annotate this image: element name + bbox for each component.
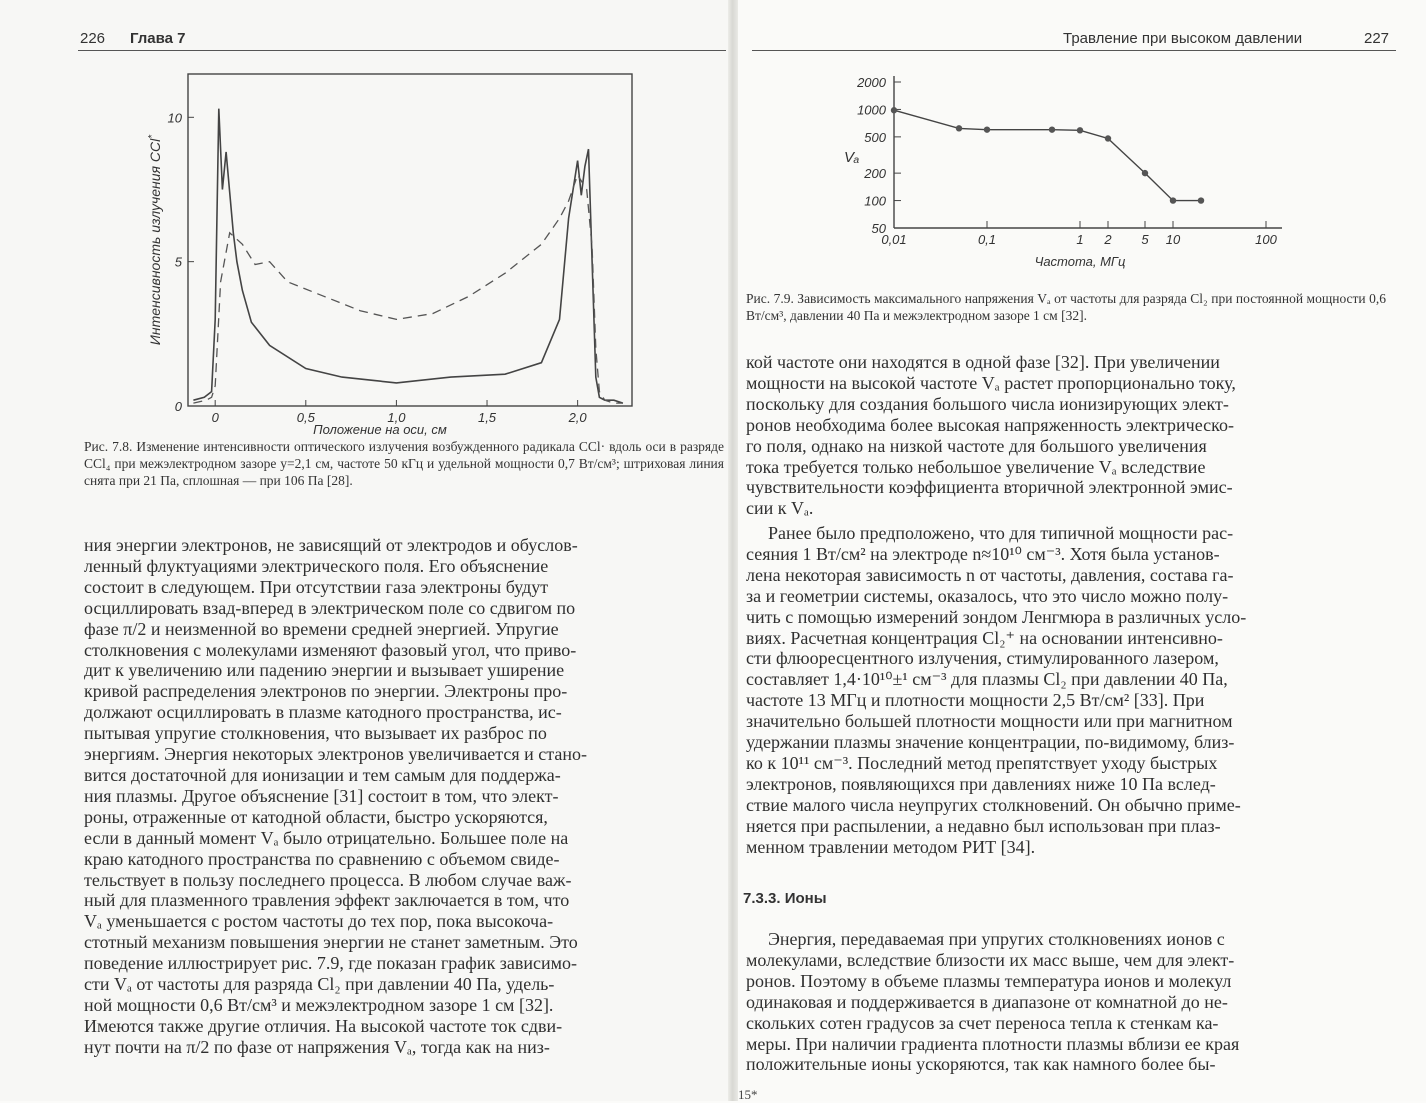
text-line: кой частоте они находятся в одной фазе [32]. При увеличении	[746, 352, 1220, 372]
text-line: нут почти на π/2 по фазе от напряжения Vₐ, тогда как на низ-	[84, 1036, 550, 1057]
x-axis-label: Частота, МГц	[1034, 254, 1126, 269]
text-line: стотный механизм повышения энергии не станет заметным. Это	[84, 932, 578, 953]
text-line: значительно большей плотности мощности или при магнитном	[746, 711, 1233, 732]
left-page-number: 226	[80, 30, 106, 47]
figure-7-8-caption: Рис. 7.8. Изменение интенсивности оптического излучения возбужденного радикала CCl· вдоль оси в разряде CCl₄ при межэлектродном зазоре y=2,1 см, частоте 50 кГц и удельной мощности 0,7 Вт/см³; штриховая линия снята при 21 Па, сплошная — при 106 Па [28].	[84, 439, 724, 488]
text-line: дит к увеличению или падению энергии и вызывает уширение	[84, 660, 565, 681]
book-gutter	[728, 0, 738, 1101]
text-line: одинаковая и поддерживается в диапазоне от комнатной до не-	[746, 991, 1228, 1012]
section-heading: 7.3.3. Ионы	[743, 890, 827, 907]
figure-7-8-plot	[140, 70, 680, 440]
text-line: молекулами, вследствие близости их масс выше, чем для элект-	[746, 949, 1235, 970]
dashed-curve-21pa	[193, 175, 623, 403]
text-line: краю катодного пространства по сравнению с объемом свиде-	[84, 848, 560, 869]
text-line: ной мощности 0,6 Вт/см³ и межэлектродном зазоре 1 см [32].	[84, 994, 554, 1015]
x-tick-label: 5	[1141, 232, 1149, 247]
text-line: должают осциллировать в плазме катодного пространства, ис-	[84, 702, 562, 723]
figure-7-9	[820, 70, 1290, 285]
text-line: лена некоторая зависимость n от частоты, давления, состава га-	[746, 564, 1234, 585]
figure-7-8	[140, 70, 680, 445]
text-line: сти флюоресцентного излучения, стимулированного лазером,	[746, 648, 1219, 669]
text-line: няется при распылении, а недавно был использован при плаз-	[746, 815, 1221, 836]
x-axis-label: Положение на оси, см	[313, 422, 447, 437]
plot-frame	[188, 74, 632, 406]
running-head: Травление при высоком давлении	[1063, 30, 1303, 47]
text-line: ко к 10¹¹ см⁻³. Последний метод препятствует уходу быстрых	[746, 752, 1218, 773]
x-tick-label: 10	[1165, 232, 1181, 247]
left-body-text	[84, 535, 726, 1058]
text-line: ленный флуктуациями электрического поля. Его объяснение	[84, 555, 549, 576]
right-page-number: 227	[1364, 30, 1390, 47]
text-line: состоит в следующем. При отсутствии газа электроны будут	[84, 576, 549, 597]
text-line: поскольку для создания большого числа ионизирующих элект-	[746, 393, 1229, 414]
text-line: столкновения с молекулами изменяют фазовый угол, что приво-	[84, 639, 577, 660]
text-line: удержании плазмы значение концентрации, по-видимому, близ-	[746, 732, 1235, 753]
text-line: ронов. Поэтому в объеме плазмы температура ионов и молекул	[746, 970, 1232, 991]
text-line: сии к Vₐ.	[746, 498, 814, 519]
x-tick-label: 100	[1255, 232, 1277, 247]
text-line: энергиям. Энергия некоторых электронов увеличивается и стано-	[84, 744, 587, 765]
text-line: фазе π/2 и неизменной во времени средней энергией. Упругие	[84, 618, 559, 639]
text-line: Энергия, передаваемая при упругих столкновениях ионов с	[768, 929, 1225, 949]
right-body-text-2	[746, 523, 1388, 858]
x-tick-label: 0,5	[296, 410, 315, 425]
text-line: сеяния 1 Вт/см² на электроде n≈10¹⁰ см⁻³. Хотя была установ-	[746, 543, 1220, 564]
text-line: частоте 13 МГц и плотности мощности 2,5 Вт/см² [33]. При	[746, 690, 1205, 711]
x-tick-label: 0	[211, 410, 219, 425]
right-header-rule	[752, 50, 1396, 51]
text-line: Vₐ уменьшается с ростом частоты до тех пор, пока высокоча-	[84, 911, 554, 932]
text-line: чить с помощью измерений зондом Ленгмюра в различных усло-	[746, 606, 1247, 627]
text-line: Имеются также другие отличия. На высокой частоте ток сдви-	[84, 1015, 563, 1036]
text-line: виях. Расчетная концентрация Cl₂⁺ на основании интенсивно-	[746, 627, 1223, 648]
text-line: осциллировать взад-вперед в электрическом поле со сдвигом по	[84, 597, 576, 618]
text-line: вится достаточной для ионизации и тем самым для поддержа-	[84, 764, 561, 785]
figure-7-9-plot	[820, 70, 1290, 280]
y-tick-label: 500	[864, 129, 886, 145]
text-line: электронов, появляющихся при давлениях ниже 10 Па вслед-	[746, 773, 1216, 794]
data-point	[1142, 170, 1148, 176]
y-tick-label: 200	[864, 166, 886, 182]
data-point	[1170, 197, 1176, 203]
figure-7-9-caption: Рис. 7.9. Зависимость максимального напряжения Vₐ от частоты для разряда Cl₂ при постоянной мощности 0,6 Вт/см³, давлении 40 Па и межэлектродном зазоре 1 см [32].	[746, 291, 1386, 323]
text-line: положительные ионы ускоряются, так как намного более бы-	[746, 1054, 1216, 1075]
data-point	[984, 126, 990, 132]
x-tick-label: 0,1	[977, 232, 997, 247]
y-tick-label: 2000	[857, 75, 886, 90]
text-line: тельствует в пользу последнего процесса. В любом случае важ-	[84, 869, 572, 890]
x-tick-label: 1,5	[477, 410, 497, 425]
text-line: менном травлении методом РИТ [34].	[746, 836, 1036, 857]
text-line: скольких сотен градусов за счет переноса тепла к стенкам ка-	[746, 1012, 1219, 1033]
x-tick-label: 0,01	[881, 232, 907, 247]
text-line: роны, отраженные от катодной области, быстро ускоряются,	[84, 806, 548, 827]
data-point	[1198, 197, 1204, 203]
right-body-text-3	[746, 929, 1388, 1075]
text-line: чувствительности коэффициента вторичной электронной эмис-	[746, 477, 1233, 498]
text-line: Ранее было предположено, что для типичной мощности рас-	[768, 523, 1234, 543]
left-header-rule	[78, 50, 726, 51]
y-axis-label: Интенсивность излучения CCl*	[147, 134, 163, 346]
solid-curve-106pa	[193, 109, 623, 404]
signature-mark: 15*	[738, 1087, 758, 1102]
text-line: го поля, однако на низкой частоте для большого увеличения	[746, 435, 1207, 456]
data-point	[956, 125, 962, 131]
left-chapter-title: Глава 7	[130, 30, 186, 47]
y-tick-label: 10	[167, 110, 182, 126]
right-body-text-1	[746, 352, 1388, 519]
x-tick-label: 1	[1076, 232, 1084, 247]
text-line: мощности на высокой частоте Vₐ растет пропорционально току,	[746, 372, 1236, 393]
text-line: меры. При наличии градиента плотности плазмы вблизи ее края	[746, 1033, 1240, 1054]
text-line: составляет 1,4·10¹⁰±¹ см⁻³ для плазмы Cl₂ при давлении 40 Па,	[746, 669, 1228, 690]
text-line: пытывая упругие столкновения, что вызывает их разброс по	[84, 723, 547, 744]
text-line: ствие малого числа неупругих столкновений. Он обычно приме-	[746, 794, 1241, 815]
data-point	[891, 107, 897, 113]
data-point	[1077, 127, 1083, 133]
x-tick-label: 2,0	[568, 410, 587, 425]
y-tick-label: 5	[174, 254, 182, 270]
text-line: за и геометрии системы, оказалось, что это число можно полу-	[746, 585, 1229, 606]
text-line: поведение иллюстрирует рис. 7.9, где показан график зависимо-	[84, 953, 578, 974]
text-line: ния энергии электронов, не зависящий от электродов и обуслов-	[84, 535, 578, 555]
x-tick-label: 2	[1104, 232, 1112, 247]
y-axis-label: Vₐ	[844, 149, 860, 166]
y-tick-label: 50	[871, 221, 886, 236]
y-tick-label: 0	[174, 399, 182, 414]
text-line: тока требуется только небольшое увеличение Vₐ вследствие	[746, 456, 1206, 477]
text-line: ния плазмы. Другое объяснение [31] состоит в том, что элект-	[84, 785, 559, 806]
va-curve	[894, 110, 1201, 200]
y-tick-label: 1000	[857, 102, 886, 118]
text-line: сти Vₐ от частоты для разряда Cl₂ при давлении 40 Па, удель-	[84, 974, 555, 995]
text-line: ный для плазменного травления эффект заключается в том, что	[84, 890, 570, 911]
text-line: ронов необходима более высокая напряженность электрическо-	[746, 414, 1234, 435]
x-tick-label: 1,0	[387, 410, 406, 425]
text-line: если в данный момент Vₐ было отрицательно. Большее поле на	[84, 827, 569, 848]
data-point	[1049, 126, 1055, 132]
data-point	[1105, 135, 1111, 141]
text-line: кривой распределения электронов по энергии. Электроны про-	[84, 681, 568, 702]
y-tick-label: 100	[864, 193, 886, 209]
